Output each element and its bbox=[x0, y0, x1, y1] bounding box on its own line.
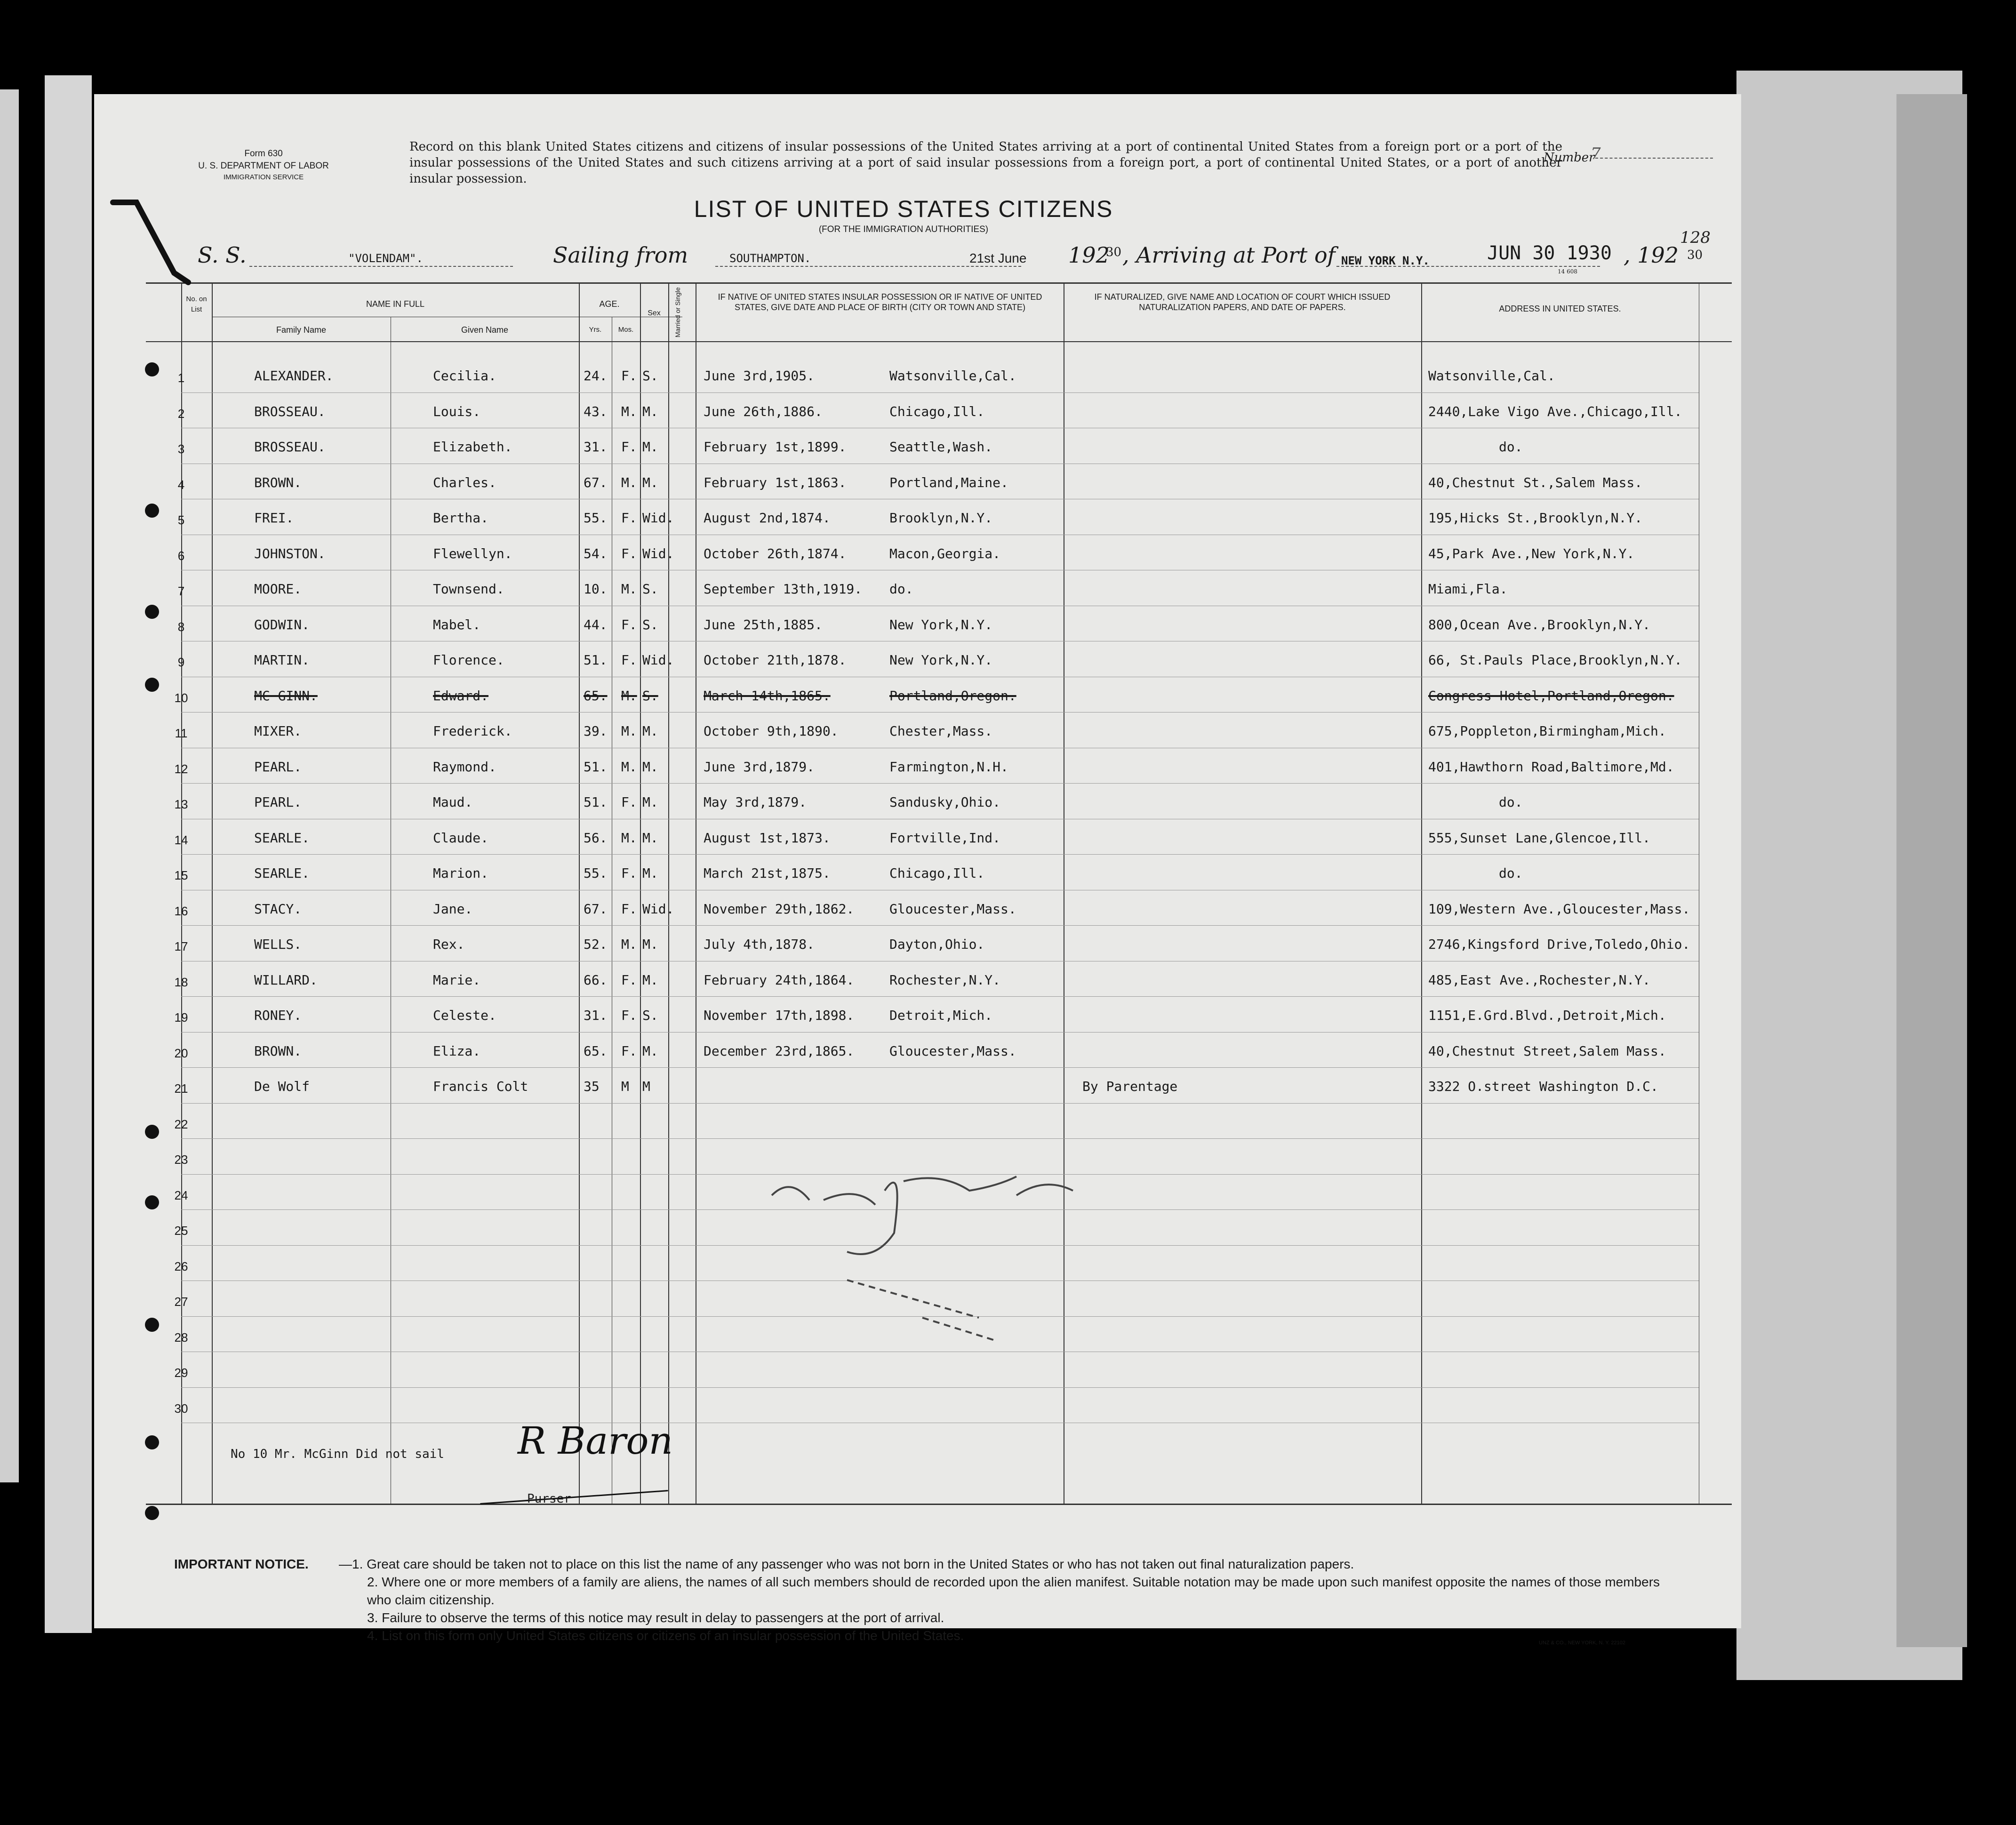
cell-ms: S. bbox=[642, 581, 658, 597]
cell-birth-place: Portland,Maine. bbox=[889, 474, 1008, 490]
cell-ms: S. bbox=[642, 616, 658, 632]
cell-address: 3322 O.street Washington D.C. bbox=[1428, 1079, 1658, 1094]
row-rule bbox=[181, 1067, 1699, 1068]
col-divider-address bbox=[1421, 282, 1422, 1504]
row-number: 9 bbox=[177, 655, 185, 669]
cell-family: PEARL. bbox=[254, 759, 302, 775]
row-number: 21 bbox=[174, 1081, 188, 1096]
cell-given: Charles. bbox=[433, 474, 496, 490]
cell-birth-place: Fortville,Ind. bbox=[889, 830, 1001, 846]
cell-birth-date: March 14th,1865. bbox=[704, 688, 831, 704]
cell-address: 1151,E.Grd.Blvd.,Detroit,Mich. bbox=[1428, 1008, 1666, 1023]
notice-4: 4. List on this form only United States citizens or citizens of an insular possession of the United States. bbox=[367, 1628, 964, 1643]
cell-birth-date: June 26th,1886. bbox=[704, 403, 823, 419]
cell-address: do. bbox=[1499, 794, 1523, 810]
cell-ms: M. bbox=[642, 937, 658, 952]
cell-age: 55. bbox=[584, 510, 608, 526]
number-line bbox=[1595, 158, 1713, 159]
cell-birth-date: October 26th,1874. bbox=[704, 545, 847, 561]
cell-family: BROSSEAU. bbox=[254, 439, 326, 455]
col-divider-no bbox=[181, 282, 182, 1504]
cell-sex: F. bbox=[621, 510, 637, 526]
year-end-suffix: 30 bbox=[1687, 248, 1703, 262]
col-header-age: AGE. bbox=[599, 299, 620, 309]
cell-family: MIXER. bbox=[254, 723, 302, 739]
cell-family: SEARLE. bbox=[254, 830, 310, 846]
cell-birth-date: August 1st,1873. bbox=[704, 830, 831, 846]
row-rule bbox=[181, 854, 1699, 855]
col-divider-sex bbox=[640, 282, 641, 1504]
row-number: 16 bbox=[174, 904, 188, 918]
cell-age: 31. bbox=[584, 439, 608, 455]
row-number: 20 bbox=[174, 1046, 188, 1060]
cell-ms: M. bbox=[642, 403, 658, 419]
cell-birth-date: September 13th,1919. bbox=[704, 581, 863, 597]
binder-hole bbox=[145, 1506, 159, 1520]
cell-given: Townsend. bbox=[433, 581, 504, 597]
cell-birth-place: Brooklyn,N.Y. bbox=[889, 510, 993, 526]
cell-family: WELLS. bbox=[254, 937, 302, 952]
cell-sex: F. bbox=[621, 794, 637, 810]
citizens-list-form bbox=[104, 101, 1732, 1646]
cell-ms: S. bbox=[642, 688, 658, 704]
cell-address: 109,Western Ave.,Gloucester,Mass. bbox=[1428, 901, 1690, 917]
cell-birth-place: Detroit,Mich. bbox=[889, 1008, 993, 1023]
cell-birth-date: March 21st,1875. bbox=[704, 865, 831, 881]
col-header-native: IF NATIVE OF UNITED STATES INSULAR POSSESSION OR IF NATIVE OF UNITED STATES, GIVE DATE AND PLACE OF BIRTH (CITY OR TOWN AND STATE) bbox=[718, 292, 1042, 312]
cell-age: 43. bbox=[584, 403, 608, 419]
ship-name: "VOLENDAM". bbox=[348, 252, 423, 265]
col-header-sex: Sex bbox=[648, 309, 661, 317]
col-header-address: ADDRESS IN UNITED STATES. bbox=[1499, 304, 1621, 313]
cell-birth-place: Macon,Georgia. bbox=[889, 545, 1001, 561]
year-end-prefix: , 192 bbox=[1624, 242, 1679, 268]
purser-label: Purser bbox=[527, 1492, 571, 1506]
ship-line bbox=[249, 266, 513, 267]
ss-label: S. S. bbox=[198, 242, 247, 268]
cell-ms: S. bbox=[642, 1008, 658, 1023]
cell-given: Rex. bbox=[433, 937, 465, 952]
cell-given: Claude. bbox=[433, 830, 489, 846]
cell-age: 67. bbox=[584, 901, 608, 917]
cell-address: 40,Chestnut Street,Salem Mass. bbox=[1428, 1043, 1666, 1059]
cell-family: RONEY. bbox=[254, 1008, 302, 1023]
cell-given: Flewellyn. bbox=[433, 545, 512, 561]
cell-address: do. bbox=[1499, 865, 1523, 881]
cell-address: do. bbox=[1499, 439, 1523, 455]
row-number: 29 bbox=[174, 1366, 188, 1380]
cell-birth-place: Chicago,Ill. bbox=[889, 865, 985, 881]
cell-age: 51. bbox=[584, 794, 608, 810]
cell-address: Watsonville,Cal. bbox=[1428, 368, 1555, 384]
cell-family: SEARLE. bbox=[254, 865, 310, 881]
col-divider-ms bbox=[668, 282, 669, 1504]
row-number: 23 bbox=[174, 1153, 188, 1167]
binder-hole bbox=[145, 678, 159, 692]
cell-age: 44. bbox=[584, 616, 608, 632]
cell-ms: M. bbox=[642, 1043, 658, 1059]
col-header-name-in-full: NAME IN FULL bbox=[366, 299, 425, 309]
cell-given: Marion. bbox=[433, 865, 489, 881]
cell-given: Mabel. bbox=[433, 616, 481, 632]
cell-given: Bertha. bbox=[433, 510, 489, 526]
cell-family: ALEXANDER. bbox=[254, 368, 334, 384]
binder-hole bbox=[145, 605, 159, 619]
cell-given: Louis. bbox=[433, 403, 481, 419]
cell-ms: M. bbox=[642, 830, 658, 846]
cell-family: De Wolf bbox=[254, 1079, 310, 1094]
cell-family: GODWIN. bbox=[254, 616, 310, 632]
adjacent-page-edge bbox=[0, 89, 19, 1482]
cell-age: 66. bbox=[584, 972, 608, 988]
cell-birth-date: June 3rd,1879. bbox=[704, 759, 815, 775]
cell-ms: M. bbox=[642, 972, 658, 988]
cell-ms: M bbox=[642, 1079, 650, 1094]
col-divider-family bbox=[212, 282, 213, 1504]
adjacent-page-strip bbox=[45, 75, 92, 1633]
arrival-stamp-sub: 14 608 bbox=[1558, 268, 1577, 275]
cell-birth-place: Farmington,N.H. bbox=[889, 759, 1008, 775]
port-from-line bbox=[715, 266, 1021, 267]
row-number: 22 bbox=[174, 1117, 188, 1131]
row-rule bbox=[181, 1103, 1699, 1104]
row-number: 8 bbox=[177, 619, 185, 634]
cell-ms: M. bbox=[642, 439, 658, 455]
cell-address: 800,Ocean Ave.,Brooklyn,N.Y. bbox=[1428, 616, 1651, 632]
row-number: 28 bbox=[174, 1330, 188, 1345]
cell-address: 195,Hicks St.,Brooklyn,N.Y. bbox=[1428, 510, 1643, 526]
cell-age: 67. bbox=[584, 474, 608, 490]
cell-birth-place: New York,N.Y. bbox=[889, 616, 993, 632]
cell-birth-date: October 21th,1878. bbox=[704, 652, 847, 668]
cell-family: STACY. bbox=[254, 901, 302, 917]
cell-birth-date: November 29th,1862. bbox=[704, 901, 855, 917]
cell-address: 485,East Ave.,Rochester,N.Y. bbox=[1428, 972, 1651, 988]
cell-sex: F. bbox=[621, 972, 637, 988]
cell-sex: F. bbox=[621, 616, 637, 632]
table-bottom-border bbox=[146, 1504, 1732, 1505]
row-number: 24 bbox=[174, 1188, 188, 1202]
row-rule bbox=[181, 783, 1699, 784]
binder-hole bbox=[145, 362, 159, 376]
handwritten-scribble bbox=[753, 1120, 1129, 1384]
cell-birth-place: Dayton,Ohio. bbox=[889, 937, 985, 952]
cell-family: JOHNSTON. bbox=[254, 545, 326, 561]
cell-given: Jane. bbox=[433, 901, 473, 917]
port-to: NEW YORK N.Y. bbox=[1341, 254, 1430, 267]
notice-2: 2. Where one or more members of a family are aliens, the names of all such members should de recorded upon the alien manifest. Suitable notation may be made upon such manifest opposite the names of those members who claim citizenship. bbox=[367, 1575, 1660, 1607]
header-bottom-border bbox=[146, 341, 1732, 342]
department: U. S. DEPARTMENT OF LABOR bbox=[198, 161, 329, 171]
year-suffix: 30 bbox=[1106, 245, 1122, 259]
printer-imprint: UNZ & CO., NEW YORK, N. Y. 22102 bbox=[1539, 1640, 1626, 1646]
cell-given: Celeste. bbox=[433, 1008, 496, 1023]
cell-birth-date: February 1st,1863. bbox=[704, 474, 847, 490]
cell-family: MARTIN. bbox=[254, 652, 310, 668]
row-number: 14 bbox=[174, 832, 188, 847]
row-number: 1 bbox=[177, 371, 185, 385]
col-header-naturalized: IF NATURALIZED, GIVE NAME AND LOCATION OF COURT WHICH ISSUED NATURALIZATION PAPERS, AND DATE OF PAPERS. bbox=[1094, 292, 1391, 312]
cell-sex: M. bbox=[621, 581, 637, 597]
arriving-label: , Arriving at Port of bbox=[1122, 242, 1336, 268]
cell-age: 31. bbox=[584, 1008, 608, 1023]
cell-address: 2440,Lake Vigo Ave.,Chicago,Ill. bbox=[1428, 403, 1682, 419]
row-number: 13 bbox=[174, 797, 188, 811]
cell-family: WILLARD. bbox=[254, 972, 318, 988]
row-number: 10 bbox=[174, 690, 188, 705]
cell-age: 51. bbox=[584, 759, 608, 775]
cell-sex: M. bbox=[621, 723, 637, 739]
cell-sex: M. bbox=[621, 937, 637, 952]
number-label: Number bbox=[1544, 151, 1595, 165]
cell-age: 39. bbox=[584, 723, 608, 739]
cell-birth-date: October 9th,1890. bbox=[704, 723, 839, 739]
cell-age: 54. bbox=[584, 545, 608, 561]
page-number: 128 bbox=[1680, 228, 1711, 247]
binder-hole bbox=[145, 1125, 159, 1139]
cell-birth-date: May 3rd,1879. bbox=[704, 794, 807, 810]
cell-birth-place: New York,N.Y. bbox=[889, 652, 993, 668]
row-number: 6 bbox=[177, 548, 185, 563]
cell-family: PEARL. bbox=[254, 794, 302, 810]
cell-birth-place: Seattle,Wash. bbox=[889, 439, 993, 455]
row-number: 27 bbox=[174, 1295, 188, 1309]
cell-given: Marie. bbox=[433, 972, 481, 988]
binder-hole bbox=[145, 1435, 159, 1449]
cell-family: BROWN. bbox=[254, 1043, 302, 1059]
cell-sex: M. bbox=[621, 759, 637, 775]
cell-family: BROWN. bbox=[254, 474, 302, 490]
row-rule bbox=[181, 1387, 1699, 1388]
cell-sex: F. bbox=[621, 368, 637, 384]
year-prefix: 192 bbox=[1068, 242, 1110, 268]
cell-age: 52. bbox=[584, 937, 608, 952]
cell-birth-date: August 2nd,1874. bbox=[704, 510, 831, 526]
cell-sex: F. bbox=[621, 545, 637, 561]
cell-address: 675,Poppleton,Birmingham,Mich. bbox=[1428, 723, 1666, 739]
cell-given: Florence. bbox=[433, 652, 504, 668]
cell-birth-place: Sandusky,Ohio. bbox=[889, 794, 1001, 810]
cell-given: Eliza. bbox=[433, 1043, 481, 1059]
cell-birth-place: Chester,Mass. bbox=[889, 723, 993, 739]
col-header-yrs: Yrs. bbox=[589, 326, 602, 334]
table-top-border bbox=[146, 282, 1732, 284]
cell-sex: M. bbox=[621, 830, 637, 846]
row-rule bbox=[181, 925, 1699, 926]
binder-hole bbox=[145, 1318, 159, 1332]
cell-birth-place: Watsonville,Cal. bbox=[889, 368, 1016, 384]
important-notice-label: IMPORTANT NOTICE. bbox=[174, 1557, 309, 1571]
cell-given: Raymond. bbox=[433, 759, 496, 775]
cell-sex: M bbox=[621, 1079, 629, 1094]
cell-given: Cecilia. bbox=[433, 368, 496, 384]
cell-birth-date: December 23rd,1865. bbox=[704, 1043, 855, 1059]
cell-age: 35 bbox=[584, 1079, 600, 1094]
margin-pen-mark bbox=[104, 188, 198, 301]
cell-age: 51. bbox=[584, 652, 608, 668]
col-header-family-name: Family Name bbox=[276, 325, 326, 335]
cell-sex: F. bbox=[621, 865, 637, 881]
notice-1: —1. Great care should be taken not to place on this list the name of any passenger who was not born in the United States or who has not taken out final naturalization papers. bbox=[339, 1557, 1354, 1571]
col-divider-yrs bbox=[579, 282, 580, 1504]
cell-ms: M. bbox=[642, 865, 658, 881]
row-number: 7 bbox=[177, 584, 185, 598]
row-number: 15 bbox=[174, 868, 188, 882]
cell-ms: Wid. bbox=[642, 901, 674, 917]
cell-birth-date: June 3rd,1905. bbox=[704, 368, 815, 384]
cell-birth-date: November 17th,1898. bbox=[704, 1008, 855, 1023]
cell-age: 55. bbox=[584, 865, 608, 881]
cell-ms: M. bbox=[642, 794, 658, 810]
cell-given: Maud. bbox=[433, 794, 473, 810]
row-number: 3 bbox=[177, 442, 185, 456]
purser-signature: R Baron bbox=[518, 1419, 673, 1463]
cell-sex: F. bbox=[621, 1043, 637, 1059]
cell-address: 45,Park Ave.,New York,N.Y. bbox=[1428, 545, 1635, 561]
cell-sex: M. bbox=[621, 403, 637, 419]
cell-ms: M. bbox=[642, 759, 658, 775]
arrival-stamp: JUN 30 1930 bbox=[1487, 242, 1612, 264]
cell-ms: M. bbox=[642, 474, 658, 490]
notice-3: 3. Failure to observe the terms of this notice may result in delay to passengers at the port of arrival. bbox=[367, 1610, 944, 1625]
row-number: 30 bbox=[174, 1401, 188, 1416]
binder-hole bbox=[145, 504, 159, 518]
cell-ms: M. bbox=[642, 723, 658, 739]
cell-birth-date: February 24th,1864. bbox=[704, 972, 855, 988]
cell-address: 40,Chestnut St.,Salem Mass. bbox=[1428, 474, 1643, 490]
cell-sex: M. bbox=[621, 688, 637, 704]
form-subtitle: (FOR THE IMMIGRATION AUTHORITIES) bbox=[818, 224, 989, 234]
cell-birth-place: Portland,Oregon. bbox=[889, 688, 1016, 704]
cell-sex: F. bbox=[621, 901, 637, 917]
service: IMMIGRATION SERVICE bbox=[223, 173, 304, 181]
cell-sex: F. bbox=[621, 1008, 637, 1023]
row-rule bbox=[181, 1032, 1699, 1033]
cell-family: MOORE. bbox=[254, 581, 302, 597]
row-number: 25 bbox=[174, 1224, 188, 1238]
row-number: 18 bbox=[174, 975, 188, 989]
row-number: 17 bbox=[174, 939, 188, 953]
cell-nat: By Parentage bbox=[1082, 1079, 1178, 1094]
row-number: 26 bbox=[174, 1259, 188, 1273]
cell-age: 24. bbox=[584, 368, 608, 384]
cell-address: 555,Sunset Lane,Glencoe,Ill. bbox=[1428, 830, 1651, 846]
cell-ms: Wid. bbox=[642, 652, 674, 668]
row-rule bbox=[181, 996, 1699, 997]
cell-sex: F. bbox=[621, 439, 637, 455]
cell-birth-date: February 1st,1899. bbox=[704, 439, 847, 455]
row-number: 19 bbox=[174, 1010, 188, 1025]
cell-family: FREI. bbox=[254, 510, 294, 526]
cell-given: Edward. bbox=[433, 688, 489, 704]
cell-ms: Wid. bbox=[642, 510, 674, 526]
col-header-no: No. on List bbox=[186, 295, 207, 313]
cell-family: MC GINN. bbox=[254, 688, 318, 704]
form-title: LIST OF UNITED STATES CITIZENS bbox=[694, 196, 1113, 222]
cell-given: Frederick. bbox=[433, 723, 512, 739]
cell-birth-date: July 4th,1878. bbox=[704, 937, 815, 952]
port-from: SOUTHAMPTON. bbox=[729, 252, 811, 265]
cell-address: 2746,Kingsford Drive,Toledo,Ohio. bbox=[1428, 937, 1690, 952]
binder-hole bbox=[145, 1195, 159, 1209]
cell-address: 401,Hawthorn Road,Baltimore,Md. bbox=[1428, 759, 1674, 775]
sailing-date: 21st June bbox=[969, 251, 1027, 265]
cell-birth-place: Rochester,N.Y. bbox=[889, 972, 1001, 988]
row-number: 11 bbox=[175, 726, 188, 740]
cell-sex: F. bbox=[621, 652, 637, 668]
row-rule bbox=[181, 392, 1699, 393]
cell-family: BROSSEAU. bbox=[254, 403, 326, 419]
row-number: 12 bbox=[174, 761, 188, 776]
instructions-text: Record on this blank United States citizens and citizens of insular possessions of the United States arriving at a port of continental United States from a foreign port or a port of the insular possessions of the United States and such citizens arriving at a port of said insular possessions from a foreign port, a port of continental United States, or a port of another insular possession. bbox=[409, 140, 1562, 186]
cell-age: 65. bbox=[584, 1043, 608, 1059]
col-header-mos: Mos. bbox=[618, 326, 634, 334]
cell-age: 65. bbox=[584, 688, 608, 704]
cell-birth-place: Gloucester,Mass. bbox=[889, 1043, 1016, 1059]
number-value: 7 bbox=[1591, 144, 1601, 163]
cell-birth-date: June 25th,1885. bbox=[704, 616, 823, 632]
cell-ms: Wid. bbox=[642, 545, 674, 561]
row-number: 5 bbox=[177, 513, 185, 527]
page-stack-right-edge bbox=[1896, 94, 1967, 1647]
cell-address: 66, St.Pauls Place,Brooklyn,N.Y. bbox=[1428, 652, 1682, 668]
cell-birth-place: Gloucester,Mass. bbox=[889, 901, 1016, 917]
cell-age: 10. bbox=[584, 581, 608, 597]
cell-ms: S. bbox=[642, 368, 658, 384]
did-not-sail-note: No 10 Mr. McGinn Did not sail bbox=[231, 1447, 444, 1461]
cell-address: Congress Hotel,Portland,Oregon. bbox=[1428, 688, 1674, 704]
form-number: Form 630 bbox=[244, 149, 283, 159]
cell-age: 56. bbox=[584, 830, 608, 846]
cell-birth-place: Chicago,Ill. bbox=[889, 403, 985, 419]
cell-birth-place: do. bbox=[889, 581, 913, 597]
sailing-label: Sailing from bbox=[553, 242, 688, 268]
col-header-given-name: Given Name bbox=[461, 325, 509, 335]
row-number: 2 bbox=[177, 406, 185, 421]
cell-sex: M. bbox=[621, 474, 637, 490]
cell-address: Miami,Fla. bbox=[1428, 581, 1508, 597]
cell-given: Elizabeth. bbox=[433, 439, 512, 455]
row-number: 4 bbox=[177, 477, 185, 492]
col-header-married: Married or Single bbox=[674, 287, 681, 338]
cell-given: Francis Colt bbox=[433, 1079, 528, 1094]
